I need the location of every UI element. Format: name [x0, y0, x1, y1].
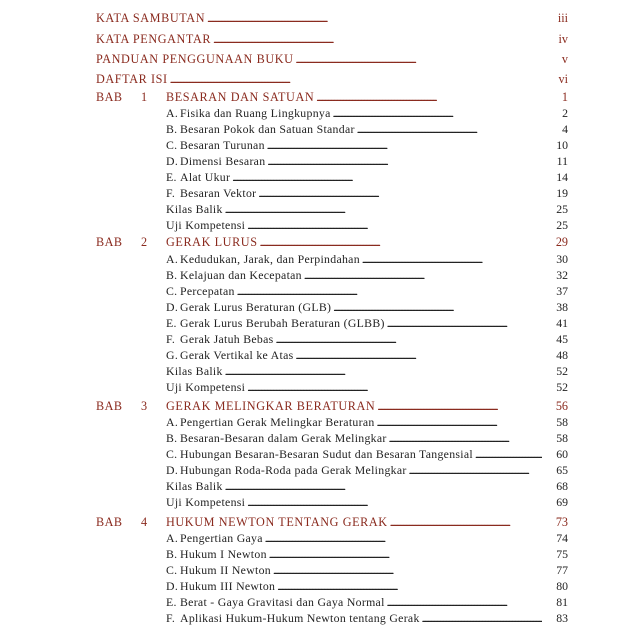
chapter-label: BAB	[96, 515, 123, 529]
section-letter: C.	[166, 447, 178, 461]
chapter-label: BAB	[96, 90, 123, 104]
toc-page-number: 11	[556, 154, 568, 168]
toc-page-number: 52	[556, 380, 568, 394]
toc-page-number: 19	[556, 186, 568, 200]
toc-page-number: 65	[556, 463, 568, 477]
section-title: Gerak Vertikal ke Atas	[180, 348, 294, 362]
section-letter: C.	[166, 284, 178, 298]
chapter-title: GERAK LURUS	[166, 235, 258, 249]
toc-page-number: iii	[557, 11, 568, 25]
section-letter: B.	[166, 122, 178, 136]
section-letter: D.	[166, 300, 179, 314]
chapter-title: HUKUM NEWTON TENTANG GERAK	[166, 515, 388, 529]
toc-entry-title: KATA SAMBUTAN	[96, 11, 206, 25]
toc-page-number: 1	[561, 90, 568, 104]
toc-section-entry	[0, 378, 638, 396]
section-title: Besaran-Besaran dalam Gerak Melingkar	[180, 431, 387, 445]
leader-dots	[207, 12, 542, 27]
section-letter: E.	[166, 316, 177, 330]
section-letter: E.	[166, 595, 177, 609]
leader-dots	[247, 496, 542, 511]
chapter-number: 3	[141, 399, 148, 413]
toc-page-number: 73	[555, 515, 568, 529]
chapter-number: 2	[141, 235, 148, 249]
section-title: Kilas Balik	[166, 364, 223, 378]
toc-entry-title: PANDUAN PENGGUNAAN BUKU	[96, 52, 294, 66]
section-title: Fisika dan Ruang Lingkupnya	[180, 106, 331, 120]
section-title: Pengertian Gaya	[180, 531, 263, 545]
toc-page-number: 30	[556, 252, 568, 266]
section-letter: D.	[166, 579, 179, 593]
chapter-label: BAB	[96, 235, 123, 249]
toc-entry-title: KATA PENGANTAR	[96, 32, 212, 46]
section-title: Hubungan Besaran-Besaran Sudut dan Besaran Tangensial	[180, 447, 473, 461]
toc-page-number: 45	[556, 332, 568, 346]
section-title: Aplikasi Hukum-Hukum Newton tentang Gerak	[180, 611, 420, 625]
toc-page-number: 56	[555, 399, 568, 413]
section-letter: C.	[166, 563, 178, 577]
toc-front-entry	[0, 9, 638, 27]
chapter-label: BAB	[96, 399, 123, 413]
section-title: Hukum II Newton	[180, 563, 271, 577]
leader-dots	[247, 219, 542, 234]
section-title: Berat - Gaya Gravitasi dan Gaya Normal	[180, 595, 385, 609]
section-title: Hukum I Newton	[180, 547, 267, 561]
leader-dots	[213, 33, 542, 48]
section-title: Pengertian Gerak Melingkar Beraturan	[180, 415, 375, 429]
section-title: Gerak Lurus Berubah Beraturan (GLBB)	[180, 316, 385, 330]
toc-page-number: 38	[556, 300, 568, 314]
leader-dots	[260, 236, 542, 251]
leader-dots	[296, 53, 542, 68]
toc-section-entry	[0, 609, 638, 627]
section-title: Hubungan Roda-Roda pada Gerak Melingkar	[180, 463, 407, 477]
section-letter: A.	[166, 531, 179, 545]
section-letter: B.	[166, 431, 178, 445]
section-title: Kilas Balik	[166, 202, 223, 216]
toc-front-entry	[0, 50, 638, 68]
toc-front-entry	[0, 70, 638, 88]
toc-page-number: 75	[556, 547, 568, 561]
toc-page-number: 58	[556, 431, 568, 445]
toc-page-number: 25	[556, 202, 568, 216]
chapter-number: 1	[141, 90, 148, 104]
section-title: Percepatan	[180, 284, 235, 298]
section-letter: F.	[166, 611, 176, 625]
section-title: Uji Kompetensi	[166, 380, 246, 394]
section-letter: F.	[166, 332, 176, 346]
toc-page-number: 80	[556, 579, 568, 593]
section-title: Kilas Balik	[166, 479, 223, 493]
toc-page-number: 37	[556, 284, 568, 298]
section-letter: A.	[166, 252, 179, 266]
toc-page-number: 10	[556, 138, 568, 152]
toc-page-number: 58	[556, 415, 568, 429]
toc-page-number: 48	[556, 348, 568, 362]
section-title: Uji Kompetensi	[166, 218, 246, 232]
chapter-title: GERAK MELINGKAR BERATURAN	[166, 399, 376, 413]
leader-dots	[422, 612, 542, 627]
toc-chapter-heading	[0, 233, 638, 251]
section-letter: A.	[166, 415, 179, 429]
toc-page-number: iv	[558, 32, 568, 46]
toc-page-number: 81	[556, 595, 568, 609]
section-title: Besaran Vektor	[180, 186, 257, 200]
toc-section-entry	[0, 493, 638, 511]
toc-page-number: 29	[555, 235, 568, 249]
section-title: Gerak Jatuh Bebas	[180, 332, 274, 346]
section-letter: A.	[166, 106, 179, 120]
section-letter: G.	[166, 348, 179, 362]
toc-page-number: 74	[556, 531, 568, 545]
toc-page-number: 4	[562, 122, 568, 136]
toc-front-entry	[0, 30, 638, 48]
section-title: Dimensi Besaran	[180, 154, 266, 168]
section-title: Gerak Lurus Beraturan (GLB)	[180, 300, 332, 314]
leader-dots	[247, 381, 542, 396]
toc-page-number: 52	[556, 364, 568, 378]
section-letter: D.	[166, 154, 179, 168]
toc-entry-title: DAFTAR ISI	[96, 72, 168, 86]
leader-dots	[170, 73, 542, 88]
section-letter: C.	[166, 138, 178, 152]
toc-page-number: 14	[556, 170, 568, 184]
section-letter: E.	[166, 170, 177, 184]
toc-page-number: 77	[556, 563, 568, 577]
toc-page-number: 60	[556, 447, 568, 461]
toc-page-number: 32	[556, 268, 568, 282]
toc-page-number: 25	[556, 218, 568, 232]
chapter-title: BESARAN DAN SATUAN	[166, 90, 315, 104]
toc-page-number: 2	[562, 106, 568, 120]
section-title: Alat Ukur	[180, 170, 231, 184]
section-title: Besaran Turunan	[180, 138, 265, 152]
section-letter: B.	[166, 268, 178, 282]
toc-page-number: 69	[556, 495, 568, 509]
section-letter: D.	[166, 463, 179, 477]
toc-page-number: v	[561, 52, 568, 66]
section-title: Besaran Pokok dan Satuan Standar	[180, 122, 355, 136]
section-letter: F.	[166, 186, 176, 200]
section-title: Kedudukan, Jarak, dan Perpindahan	[180, 252, 360, 266]
toc-section-entry	[0, 216, 638, 234]
section-title: Kelajuan dan Kecepatan	[180, 268, 302, 282]
toc-page-number: 83	[556, 611, 568, 625]
toc-page-number: vi	[558, 72, 568, 86]
section-title: Hukum III Newton	[180, 579, 276, 593]
section-title: Uji Kompetensi	[166, 495, 246, 509]
toc-page-number: 41	[556, 316, 568, 330]
toc-page-number: 68	[556, 479, 568, 493]
section-letter: B.	[166, 547, 178, 561]
chapter-number: 4	[141, 515, 148, 529]
